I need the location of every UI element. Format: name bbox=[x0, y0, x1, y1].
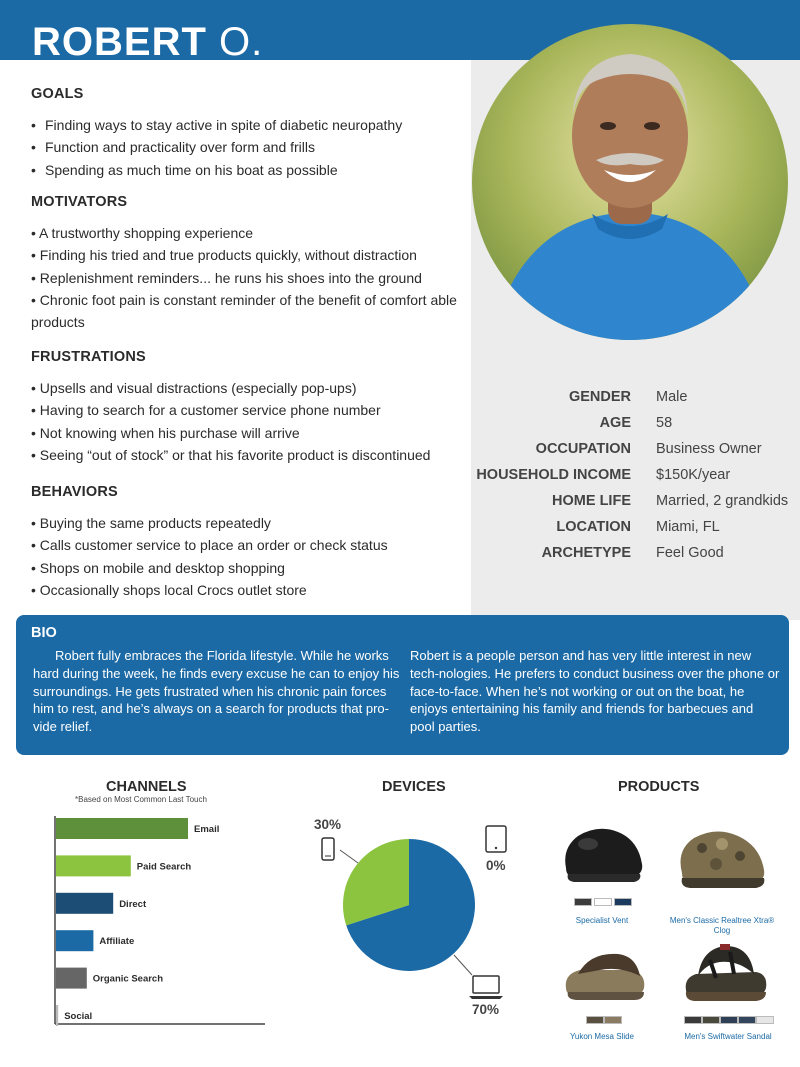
demo-row-income bbox=[471, 462, 800, 488]
device-share-label: 0% bbox=[486, 858, 506, 873]
persona-name bbox=[32, 22, 263, 62]
motivator-item: • Finding his tried and true products quickly, without distraction bbox=[31, 247, 417, 264]
color-swatch[interactable] bbox=[756, 1016, 774, 1024]
demo-value: Male bbox=[656, 389, 688, 405]
demo-value: Miami, FL bbox=[656, 519, 720, 535]
color-swatch[interactable] bbox=[614, 898, 632, 906]
demo-label: ARCHETYPE bbox=[541, 545, 631, 561]
behaviors-section bbox=[31, 484, 461, 613]
demo-label: GENDER bbox=[568, 389, 631, 405]
demo-value: Married, 2 grandkids bbox=[656, 493, 789, 509]
channel-bar-label: Organic Search bbox=[92, 973, 164, 985]
demo-row-archetype bbox=[471, 540, 800, 566]
demo-row-age bbox=[471, 410, 800, 436]
frustrations-title: FRUSTRATIONS bbox=[31, 349, 146, 365]
bio-paragraph-1: Robert fully embraces the Florida lifestyle. While he works hard during the week, he finds every excuse he can to enjoy his surroundings. He gets frustrated when his chronic pain forces him to rest, and he’s always on a search for products that pro-vide relief. bbox=[33, 648, 400, 735]
product-image-specialist-vent[interactable] bbox=[558, 818, 648, 888]
bio-paragraph-2: Robert is a people person and has very little interest in new tech-nologies. He prefers to conduct business over the phone or face-to-face. When he’s not working or out on the boat, he enjoys entertaining his family and friends for barbecues and pool parties. bbox=[410, 648, 780, 735]
channel-bar-label: Social bbox=[64, 1011, 93, 1022]
frustration-item: • Upsells and visual distractions (especially pop-ups) bbox=[31, 380, 357, 396]
behavior-item: • Calls customer service to place an order or check status bbox=[31, 537, 388, 554]
channel-bar-label: Email bbox=[194, 824, 220, 835]
demographics-table bbox=[471, 384, 800, 566]
bio-title: BIO bbox=[31, 625, 57, 641]
color-swatch[interactable] bbox=[594, 898, 612, 906]
frustration-item: • Seeing “out of stock” or that his favorite product is discontinued bbox=[31, 446, 431, 463]
demo-label: HOME LIFE bbox=[552, 493, 631, 509]
behavior-item: • Shops on mobile and desktop shopping bbox=[31, 559, 285, 576]
color-swatch[interactable] bbox=[702, 1016, 720, 1024]
motivators-section bbox=[31, 194, 461, 345]
tablet-icon bbox=[486, 826, 506, 852]
demo-value: $150K/year bbox=[656, 467, 731, 483]
motivator-item: • Replenishment reminders... he runs his shoes into the ground bbox=[31, 269, 422, 286]
channel-bar bbox=[56, 968, 87, 989]
color-swatch[interactable] bbox=[574, 898, 592, 906]
goal-item: • Finding ways to stay active in spite of diabetic neuropathy bbox=[31, 114, 461, 136]
channel-bar bbox=[56, 893, 113, 914]
color-swatch[interactable] bbox=[684, 1016, 702, 1024]
mobile-leader-line bbox=[340, 850, 358, 863]
product-name-link[interactable]: Men's Classic Realtree Xtra® Clog bbox=[669, 916, 775, 935]
bio-box bbox=[16, 615, 789, 755]
channel-bar bbox=[56, 818, 188, 839]
motivator-item: • A trustworthy shopping experience bbox=[31, 225, 254, 241]
product-name-link[interactable]: Men's Swiftwater Sandal bbox=[684, 1032, 772, 1041]
color-swatch[interactable] bbox=[604, 1016, 622, 1024]
frustrations-section bbox=[31, 349, 461, 478]
persona-first-name: ROBERT bbox=[32, 20, 207, 64]
channels-subtitle: *Based on Most Common Last Touch bbox=[75, 795, 207, 804]
channels-title: CHANNELS bbox=[106, 779, 187, 795]
demo-label: AGE bbox=[599, 415, 631, 431]
motivator-item: • Chronic foot pain is constant reminder of the benefit of comfort able products bbox=[31, 291, 457, 331]
device-share-label: 30% bbox=[314, 817, 342, 832]
product-image-realtree-clog[interactable] bbox=[672, 818, 772, 893]
goal-item: • Function and practicality over form and frills bbox=[31, 136, 461, 158]
demo-row-location bbox=[471, 514, 800, 540]
color-swatch[interactable] bbox=[720, 1016, 738, 1024]
demo-label: HOUSEHOLD INCOME bbox=[476, 467, 631, 483]
channel-bar bbox=[56, 1005, 58, 1026]
goals-title: GOALS bbox=[31, 86, 84, 102]
goal-item: • Spending as much time on his boat as possible bbox=[31, 159, 461, 181]
demo-row-home-life bbox=[471, 488, 800, 514]
persona-photo bbox=[472, 24, 788, 340]
goals-section bbox=[31, 86, 461, 193]
laptop-icon bbox=[469, 976, 503, 999]
demo-value: 58 bbox=[656, 415, 673, 431]
channel-bar-label: Affiliate bbox=[99, 936, 135, 948]
color-swatch[interactable] bbox=[586, 1016, 604, 1024]
product-name-link[interactable]: Yukon Mesa Slide bbox=[569, 1032, 635, 1041]
desktop-leader-line bbox=[454, 955, 472, 975]
channel-bar-label: Paid Search bbox=[136, 861, 192, 873]
motivators-title: MOTIVATORS bbox=[31, 194, 128, 210]
behavior-item: • Buying the same products repeatedly bbox=[31, 515, 271, 531]
demo-label: OCCUPATION bbox=[535, 441, 631, 457]
devices-title: DEVICES bbox=[382, 779, 446, 795]
product-image-swiftwater-sandal[interactable] bbox=[680, 938, 770, 1008]
persona-initial: O. bbox=[219, 20, 264, 64]
devices-chart bbox=[300, 810, 530, 1030]
color-swatch[interactable] bbox=[738, 1016, 756, 1024]
channel-bar-label: Direct bbox=[119, 898, 147, 910]
mobile-icon bbox=[322, 838, 334, 860]
frustration-item: • Having to search for a customer service phone number bbox=[31, 402, 381, 419]
products-title: PRODUCTS bbox=[618, 779, 700, 795]
behavior-item: • Occasionally shops local Crocs outlet store bbox=[31, 581, 307, 598]
behaviors-title: BEHAVIORS bbox=[31, 484, 118, 500]
demo-value: Business Owner bbox=[656, 441, 762, 457]
demo-row-occupation bbox=[471, 436, 800, 462]
device-share-label: 70% bbox=[472, 1002, 500, 1017]
demo-value: Feel Good bbox=[656, 545, 724, 561]
demo-row-gender bbox=[471, 384, 800, 410]
channel-bar bbox=[56, 930, 93, 951]
channel-bar bbox=[56, 855, 131, 876]
product-image-yukon-mesa-slide[interactable] bbox=[560, 944, 650, 1004]
demo-label: LOCATION bbox=[556, 519, 631, 535]
frustration-item: • Not knowing when his purchase will arrive bbox=[31, 424, 300, 441]
channels-chart bbox=[50, 810, 280, 1030]
product-name-link[interactable]: Specialist Vent bbox=[575, 916, 629, 925]
